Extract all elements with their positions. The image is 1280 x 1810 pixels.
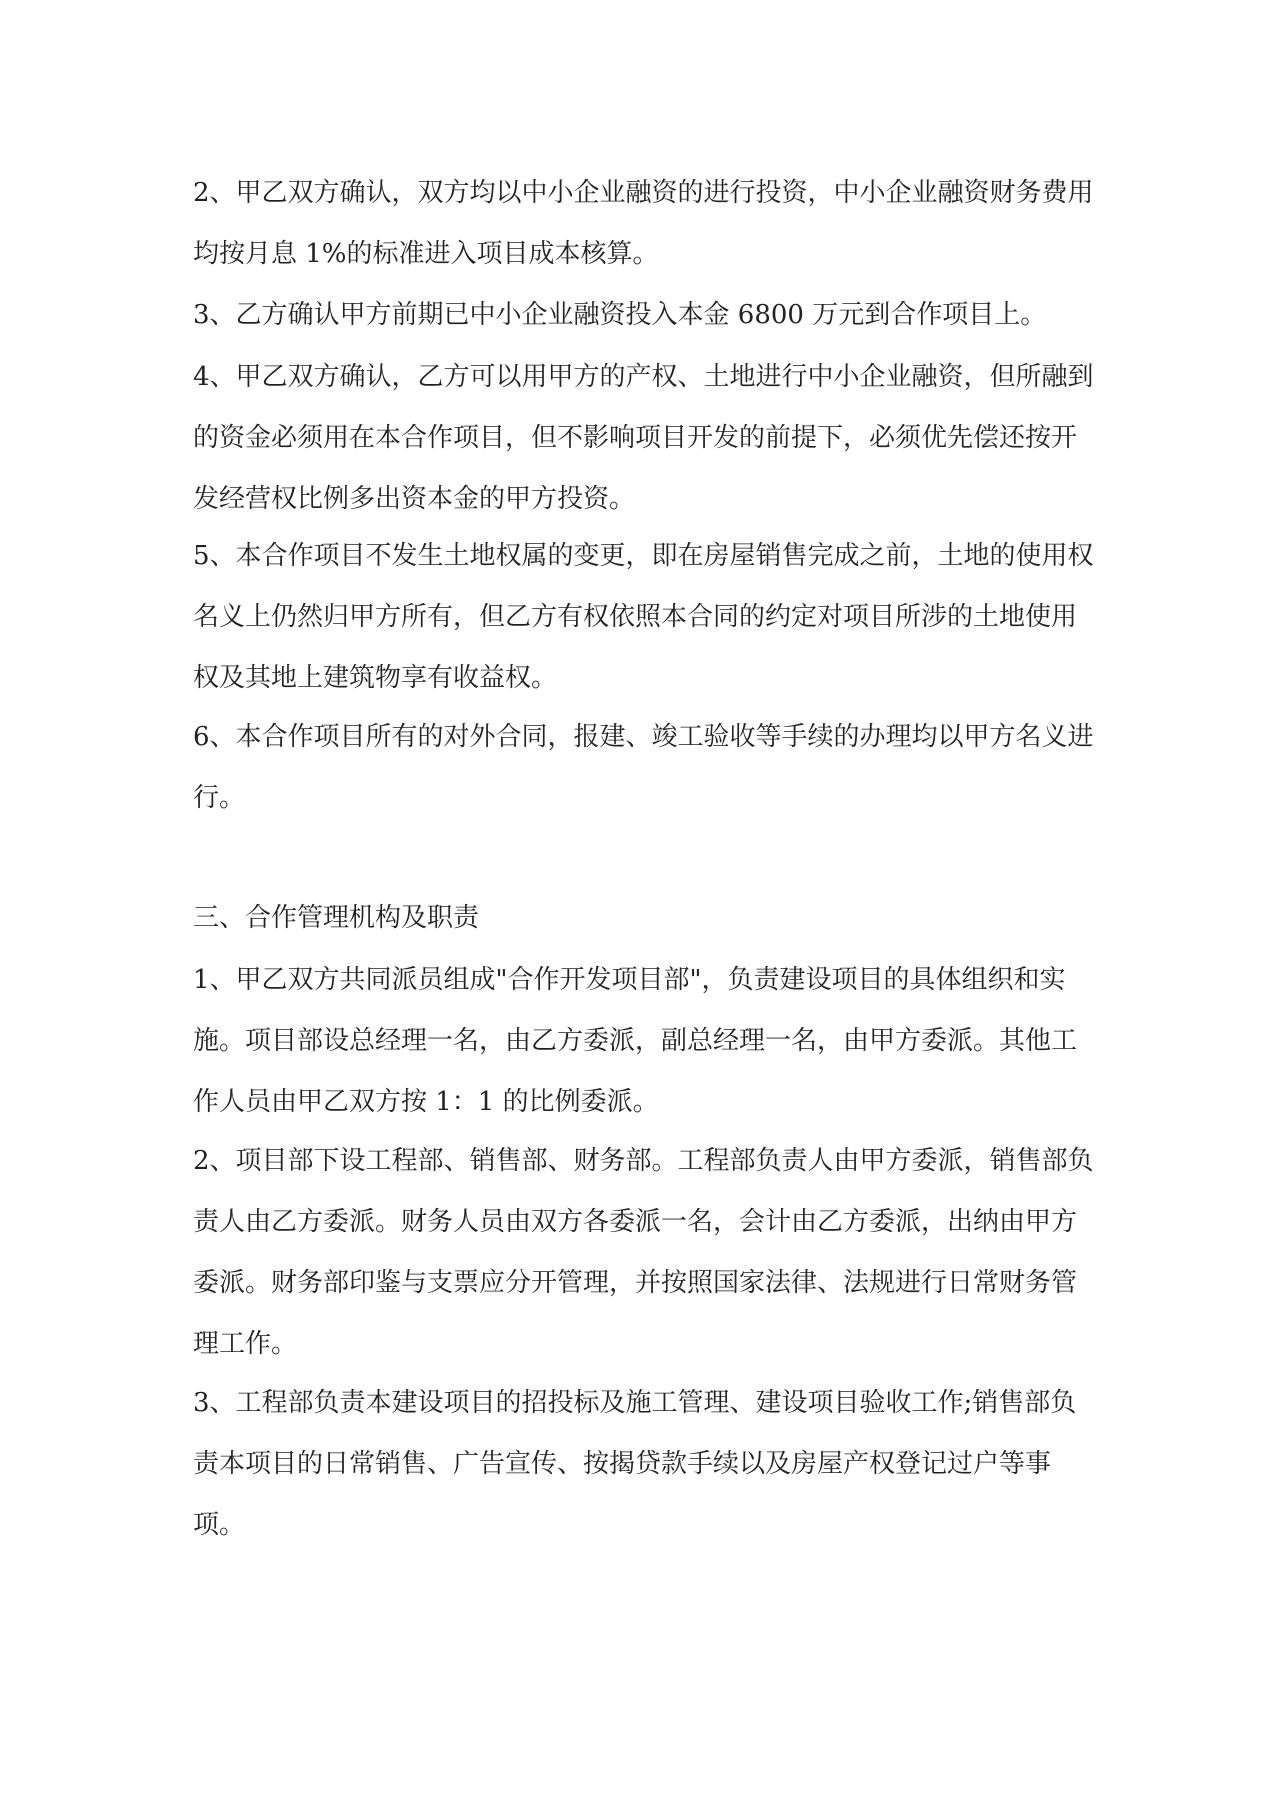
text-line: 责本项目的日常销售、广告宣传、按揭贷款手续以及房屋产权登记过户等事	[193, 1449, 1052, 1479]
text-line: 3、乙方确认甲方前期已中小企业融资投入本金 6800 万元到合作项目上。	[193, 300, 1047, 330]
heading-text: 三、合作管理机构及职责	[193, 903, 480, 933]
text-line: 的资金必须用在本合作项目，但不影响项目开发的前提下，必须优先偿还按开	[193, 423, 1078, 453]
text-line: 均按月息 1%的标准进入项目成本核算。	[193, 239, 659, 269]
text-line: 名义上仍然归甲方所有，但乙方有权依照本合同的约定对项目所涉的土地使用	[193, 602, 1078, 632]
paragraph-department	[193, 950, 1093, 1133]
text-line: 5、本合作项目不发生土地权属的变更，即在房屋销售完成之前，土地的使用权	[193, 541, 1094, 571]
text-line: 委派。财务部印鉴与支票应分开管理，并按照国家法律、法规进行日常财务管	[193, 1268, 1078, 1298]
text-line: 发经营权比例多出资本金的甲方投资。	[193, 484, 636, 514]
text-line: 1、甲乙双方共同派员组成"合作开发项目部"，负责建设项目的具体组织和实	[193, 965, 1066, 995]
text-line: 6、本合作项目所有的对外合同，报建、竣工验收等手续的办理均以甲方名义进	[193, 722, 1094, 752]
paragraph-duties	[193, 1373, 1093, 1556]
text-line: 3、工程部负责本建设项目的招投标及施工管理、建设项目验收工作;销售部负	[193, 1388, 1077, 1418]
text-line: 责人由乙方委派。财务人员由双方各委派一名，会计由乙方委派，出纳由甲方	[193, 1207, 1078, 1237]
text-line: 作人员由甲乙双方按 1：1 的比例委派。	[193, 1087, 659, 1117]
text-line: 4、甲乙双方确认，乙方可以用甲方的产权、土地进行中小企业融资，但所融到	[193, 362, 1094, 392]
paragraph-principal	[193, 285, 1093, 346]
text-line: 项。	[193, 1510, 246, 1540]
text-line: 权及其地上建筑物享有收益权。	[193, 663, 558, 693]
section-heading	[193, 888, 1093, 949]
paragraph-contracts	[193, 707, 1093, 829]
paragraph-financing	[193, 163, 1093, 285]
text-line: 施。项目部设总经理一名，由乙方委派，副总经理一名，由甲方委派。其他工	[193, 1026, 1078, 1056]
text-line: 理工作。	[193, 1329, 298, 1359]
paragraph-property	[193, 347, 1093, 530]
paragraph-structure	[193, 1131, 1093, 1375]
paragraph-land	[193, 526, 1093, 709]
text-line: 2、甲乙双方确认，双方均以中小企业融资的进行投资，中小企业融资财务费用	[193, 178, 1094, 208]
text-line: 行。	[193, 783, 246, 813]
text-line: 2、项目部下设工程部、销售部、财务部。工程部负责人由甲方委派，销售部负	[193, 1146, 1094, 1176]
